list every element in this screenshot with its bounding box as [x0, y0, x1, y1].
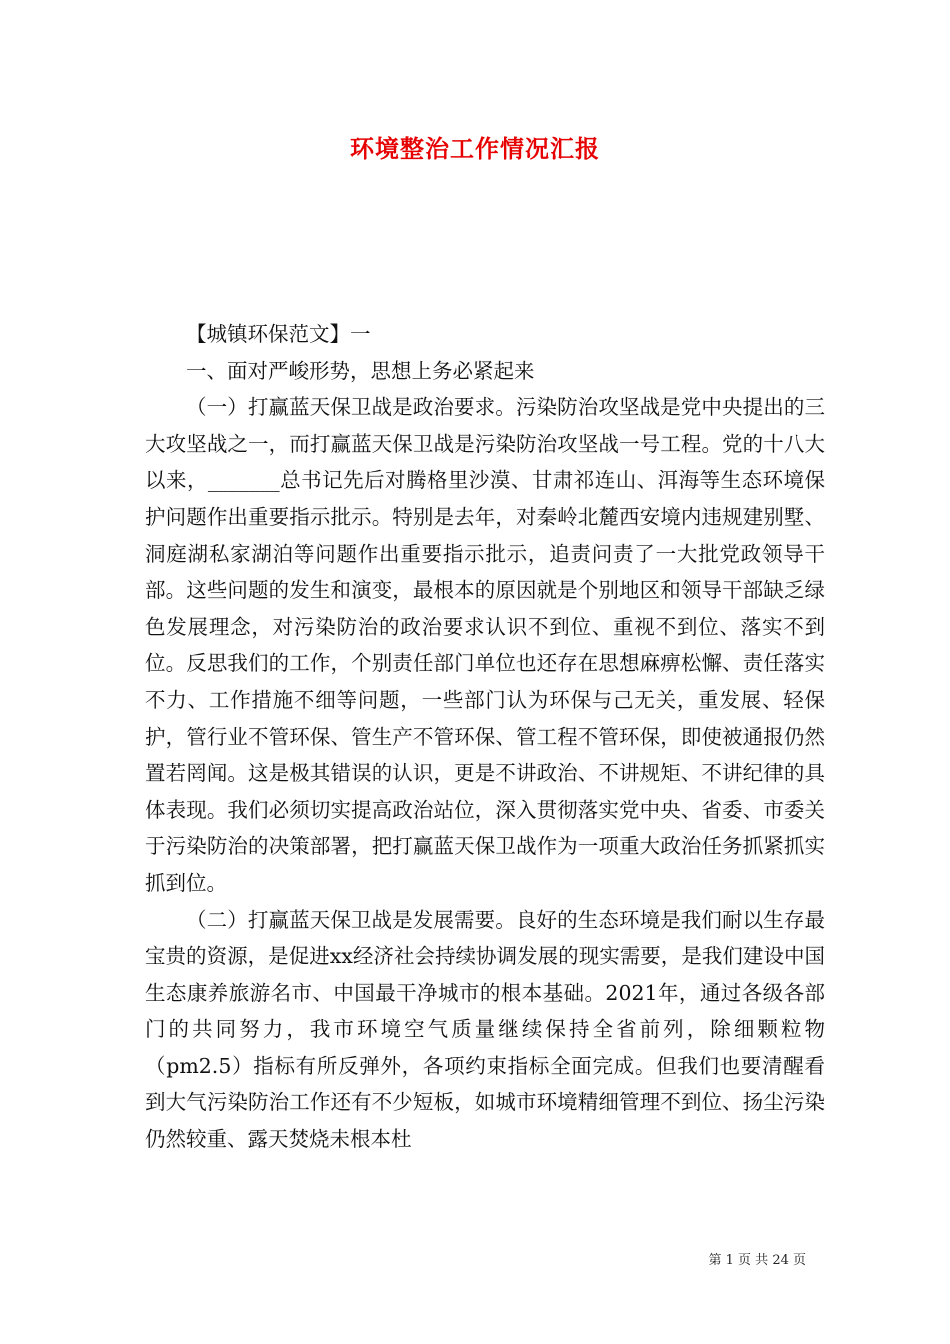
section-heading: 一、面对严峻形势，思想上务必紧起来 [186, 358, 535, 383]
document-title: 环境整治工作情况汇报 [350, 134, 600, 163]
section-label: 【城镇环保范文】一 [186, 322, 371, 346]
paragraph-2: （二）打赢蓝天保卫战是发展需要。良好的生态环境是我们耐以生存最宝贵的资源，是促进xx经济社会持续协调发展的现实需要，是我们建设中国生态康养旅游名市、中国最干净城市的根本基础。2021年，通过各级各部门的共同努力，我市环境空气质量继续保持全省前列，除细颗粒物（pm2.5）指标有所反弹外，各项约束指标全面完成。但我们也要清醒看到大气污染防治工作还有不少短板，如城市环境精细管理不到位、扬尘污染仍然较重、露天焚烧未根本杜 [145, 907, 825, 1152]
paragraph-1: （一）打赢蓝天保卫战是政治要求。污染防治攻坚战是党中央提出的三大攻坚战之一，而打赢蓝天保卫战是污染防治攻坚战一号工程。党的十八大以来，_______总书记先后对腾格里沙漠、甘肃祁连山、洱海等生态环境保护问题作出重要指示批示。特别是去年，对秦岭北麓西安境内违规建别墅、洞庭湖私家湖泊等问题作出重要指示批示，追责问责了一大批党政领导干部。这些问题的发生和演变，最根本的原因就是个别地区和领导干部缺乏绿色发展理念，对污染防治的政治要求认识不到位、重视不到位、落实不到位。反思我们的工作，个别责任部门单位也还存在思想麻痹松懈、责任落实不力、工作措施不细等问题，一些部门认为环保与己无关，重发展、轻保护，管行业不管环保、管生产不管环保、管工程不管环保，即使被通报仍然置若罔闻。这是极其错误的认识，更是不讲政治、不讲规矩、不讲纪律的具体表现。我们必须切实提高政治站位，深入贯彻落实党中央、省委、市委关于污染防治的决策部署，把打赢蓝天保卫战作为一项重大政治任务抓紧抓实抓到位。 [145, 395, 825, 895]
page-footer: 第 1 页 共 24 页 [708, 1253, 806, 1268]
document-body [145, 316, 825, 1158]
